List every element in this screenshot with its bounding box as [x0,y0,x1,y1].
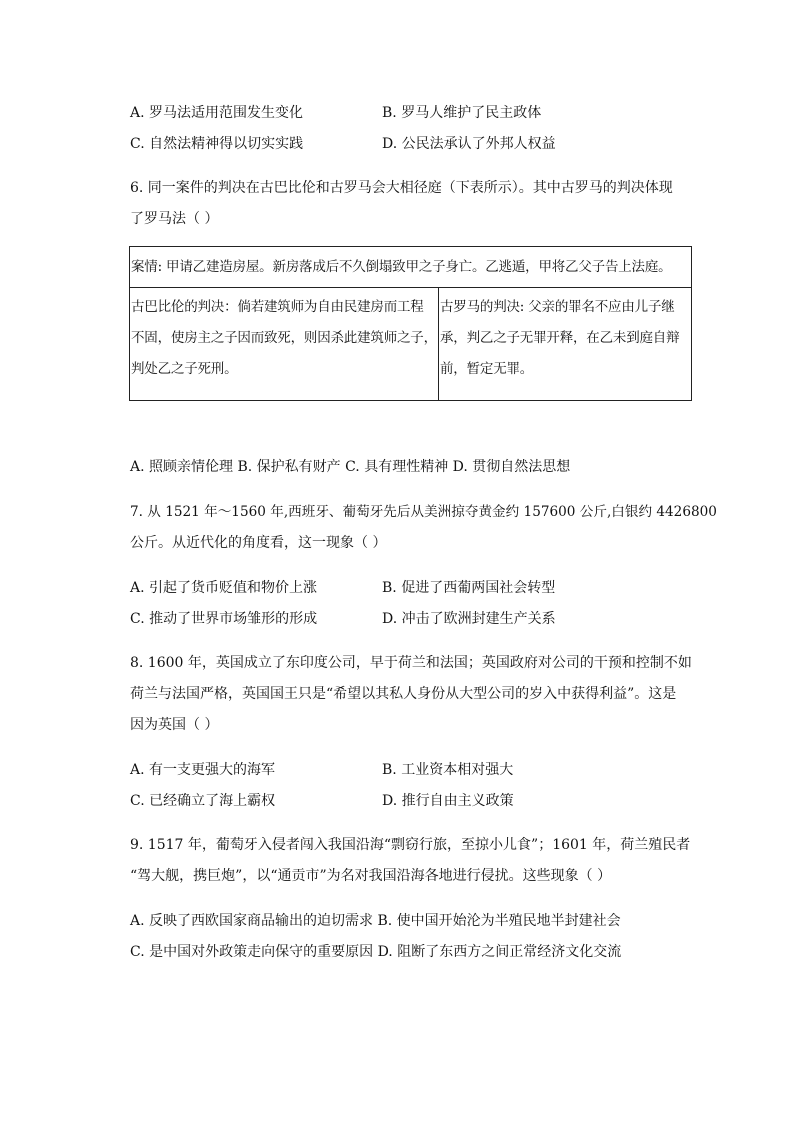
q6-stem-line1: 6. 同一案件的判决在古巴比伦和古罗马会大相径庭（下表所示）。其中古罗马的判决体现 [130,180,673,196]
q8-option-a: A. 有一支更强大的海军 [130,762,276,778]
babylon-judgment-line: 古巴比伦的判决：倘若建筑师为自由民建房而工程 [131,299,424,315]
q7-option-c: C. 推动了世界市场雏形的形成 [130,611,318,627]
q8-option-c: C. 已经确立了海上霸权 [130,793,276,809]
q8-stem-line1: 8. 1600 年，英国成立了东印度公司，早于荷兰和法国；英国政府对公司的干预和控制不如 [130,655,692,671]
q5-option-a: A. 罗马法适用范围发生变化 [130,105,304,121]
case-description-cell: 案情: 甲请乙建造房屋。新房落成后不久倒塌致甲之子身亡。乙逃遁，甲将乙父子告上法庭。 [130,247,692,288]
q9-options-line1: A. 反映了西欧国家商品输出的迫切需求 B. 使中国开始沦为半殖民地半封建社会 [130,913,621,929]
q9-options-line2: C. 是中国对外政策走向保守的重要原因 D. 阻断了东西方之间正常经济文化交流 [130,944,622,960]
q7-option-d: D. 冲击了欧洲封建生产关系 [382,611,556,627]
q9-stem-line1: 9. 1517 年，葡萄牙入侵者闯入我国沿海“剽窃行旅，至掠小儿食”；1601 年，荷兰殖民者 [130,837,691,853]
q8-stem-line3: 因为英国（ ） [130,717,219,733]
rome-judgment-line: 古罗马的判决: 父亲的罪名不应由儿子继 [440,299,675,315]
babylon-judgment-line: 判处乙之子死刑。 [131,361,238,377]
babylon-judgment-cell [130,288,439,401]
q7-stem-line1: 7. 从 1521 年～1560 年,西班牙、葡萄牙先后从美洲掠夺黄金约 157600 公斤,白银约 4426800 [130,504,717,520]
q8-option-b: B. 工业资本相对强大 [382,762,514,778]
q7-option-a: A. 引起了货币贬值和物价上涨 [130,580,318,596]
q8-stem-line2: 荷兰与法国严格，英国国王只是“希望以其私人身份从大型公司的岁入中获得利益”。这是 [130,686,677,702]
q5-option-d: D. 公民法承认了外邦人权益 [382,136,556,152]
q6-stem-line2: 了罗马法（ ） [130,211,219,227]
q6-case-table [129,246,692,401]
babylon-judgment-line: 不固，使房主之子因而致死，则因杀此建筑师之子， [131,330,437,346]
q8-option-d: D. 推行自由主义政策 [382,793,514,809]
rome-judgment-line: 前，暂定无罪。 [440,361,534,377]
rome-judgment-cell [439,288,692,401]
q7-stem-line2: 公斤。从近代化的角度看，这一现象（ ） [130,535,387,551]
q7-option-b: B. 促进了西葡两国社会转型 [382,580,556,596]
q5-option-b: B. 罗马人维护了民主政体 [382,105,542,121]
q6-options: A. 照顾亲情伦理 B. 保护私有财产 C. 具有理性精神 D. 贯彻自然法思想 [130,459,571,475]
rome-judgment-line: 承，判乙之子无罪开释，在乙未到庭自辩 [440,330,680,346]
q9-stem-line2: “驾大舰，携巨炮”，以“通贡市”为名对我国沿海各地进行侵扰。这些现象（ ） [130,868,612,884]
q5-option-c: C. 自然法精神得以切实实践 [130,136,304,152]
